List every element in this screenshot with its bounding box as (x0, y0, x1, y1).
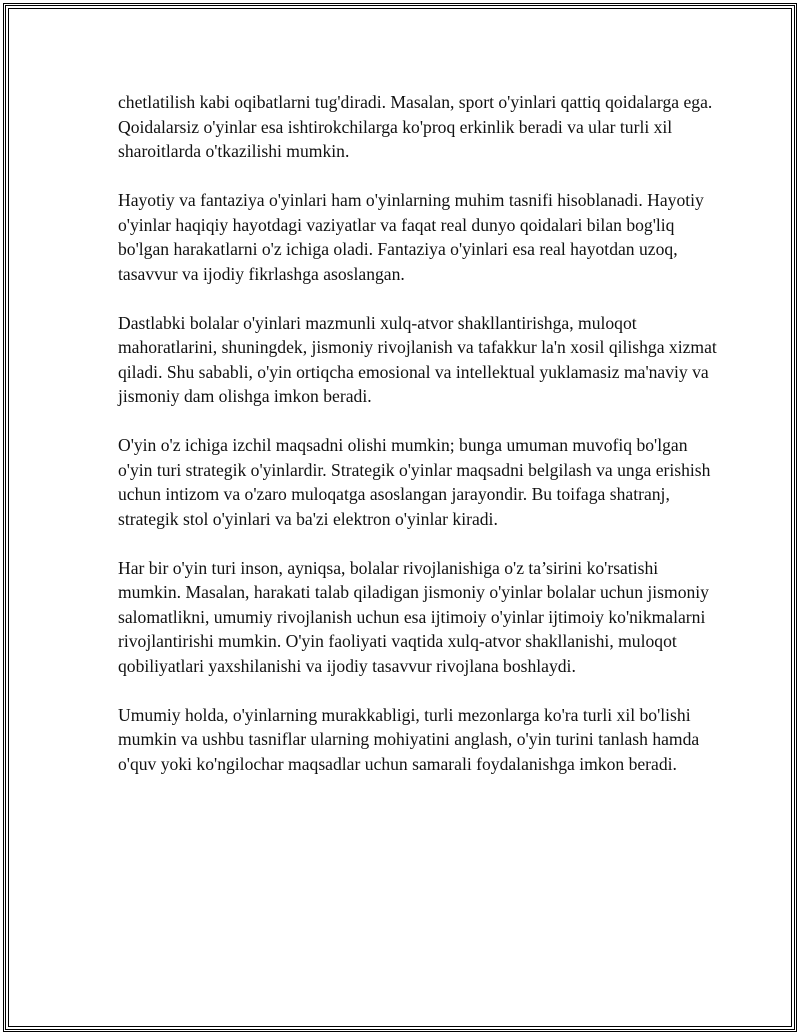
paragraph-1: chetlatilish kabi oqibatlarni tug'diradi. Masalan, sport o'yinlari qattiq qoidalarga ega. Qoidalarsiz o'yinlar esa ishtirokchilarga ko'proq erkinlik beradi va ular turli xil sharoitlarda o'tkazilishi mumkin. (118, 92, 713, 161)
paragraph-4: O'yin o'z ichiga izchil maqsadni olishi mumkin; bunga umuman muvofiq bo'lgan o'yin turi strategik o'yinlardir. Strategik o'yinlar maqsadni belgilash va unga erishish uchun intizom va o'zaro muloqatga asoslangan jarayondir. Bu toifaga shatranj, strategik stol o'yinlari va ba'zi elektron o'yinlar kiradi. (118, 435, 711, 529)
paragraph-5: Har bir o'yin turi inson, ayniqsa, bolalar rivojlanishiga o'z ta’sirini ko'rsatishi mumkin. Masalan, harakati talab qiladigan jismoniy o'yinlar bolalar uchun jismoniy salomatlikni, umumiy rivojlanish uchun esa ijtimoiy o'yinlar ijtimoiy ko'nikmalarni rivojlantirishi mumkin. O'yin faoliyati vaqtida xulq-atvor shakllanishi, muloqot qobiliyatlari yaxshilanishi va ijodiy tasavvur rivojlana boshlaydi. (118, 557, 709, 676)
paragraph-2: Hayotiy va fantaziya o'yinlari ham o'yinlarning muhim tasnifi hisoblanadi. Hayotiy o'yinlar haqiqiy hayotdagi vaziyatlar va faqat real dunyo qoidalari bilan bog'liq bo'lgan harakatlarni o'z ichiga oladi. Fantaziya o'yinlari esa real hayotdan uzoq, tasavvur va ijodiy fikrlashga asoslangan. (118, 190, 704, 284)
paragraph-3: Dastlabki bolalar o'yinlari mazmunli xulq-atvor shakllantirishga, muloqot mahoratlarini, shuningdek, jismoniy rivojlanish va tafakkur la'n xosil qilishga xizmat qiladi. Shu sababli, o'yin ortiqcha emosional va intellektual yuklamasiz ma'naviy va jismoniy dam olishga imkon beradi. (118, 312, 717, 406)
paragraph-6: Umumiy holda, o'yinlarning murakkabligi, turli mezonlarga ko'ra turli xil bo'lishi mumkin va ushbu tasniflar ularning mohiyatini anglash, o'yin turini tanlash hamda o'quv yoki ko'ngilochar maqsadlar uchun samarali foydalanishga imkon beradi. (118, 704, 700, 774)
document-body (118, 90, 718, 801)
